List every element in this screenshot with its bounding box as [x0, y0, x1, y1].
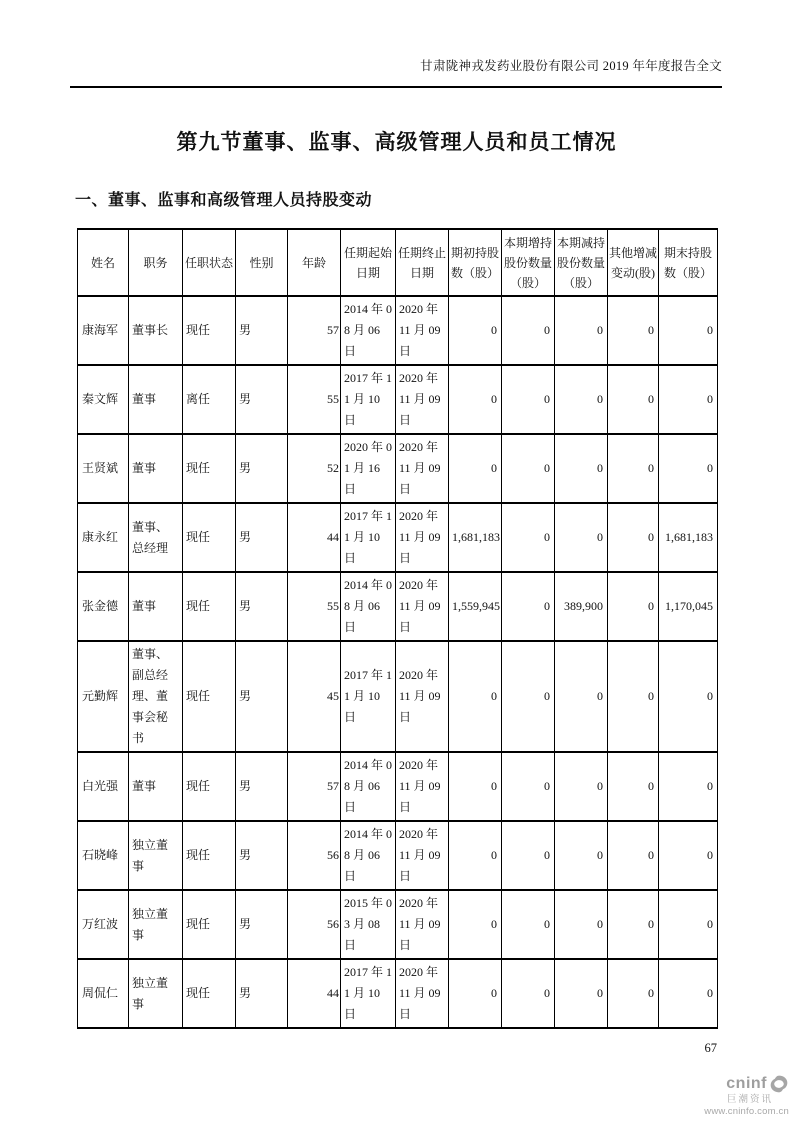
table-cell: 2020 年 11 月 09 日 — [396, 434, 449, 503]
table-cell: 0 — [659, 752, 718, 821]
table-cell: 男 — [236, 752, 288, 821]
table-cell: 2014 年 08 月 06 日 — [341, 296, 396, 365]
table-cell: 0 — [449, 821, 502, 890]
table-cell: 0 — [608, 365, 659, 434]
table-row — [78, 821, 718, 890]
table-cell: 0 — [555, 821, 608, 890]
table-row — [78, 959, 718, 1028]
shareholding-table — [77, 228, 718, 1029]
table-cell: 0 — [449, 296, 502, 365]
table-cell: 0 — [608, 434, 659, 503]
table-cell: 0 — [608, 641, 659, 752]
table-cell: 董事 — [129, 572, 183, 641]
column-header: 任期终止日期 — [396, 229, 449, 296]
table-cell: 0 — [608, 959, 659, 1028]
table-cell: 男 — [236, 572, 288, 641]
header-rule — [70, 86, 722, 88]
table-cell: 0 — [659, 434, 718, 503]
table-cell: 2020 年 11 月 09 日 — [396, 752, 449, 821]
table-cell: 男 — [236, 641, 288, 752]
table-cell: 0 — [608, 296, 659, 365]
table-cell: 1,681,183 — [449, 503, 502, 572]
table-cell: 1,170,045 — [659, 572, 718, 641]
table-cell: 2020 年 11 月 09 日 — [396, 641, 449, 752]
table-cell: 2020 年 11 月 09 日 — [396, 959, 449, 1028]
table-cell: 0 — [555, 365, 608, 434]
table-cell: 2017 年 11 月 10 日 — [341, 641, 396, 752]
table-cell: 2014 年 08 月 06 日 — [341, 752, 396, 821]
column-header: 期初持股数（股） — [449, 229, 502, 296]
table-cell: 2017 年 11 月 10 日 — [341, 365, 396, 434]
table-cell: 0 — [449, 959, 502, 1028]
column-header: 姓名 — [78, 229, 129, 296]
table-row — [78, 434, 718, 503]
page-title: 第九节董事、监事、高级管理人员和员工情况 — [176, 130, 617, 154]
table-cell: 0 — [502, 434, 555, 503]
table-body — [78, 296, 718, 1028]
table-cell: 1,681,183 — [659, 503, 718, 572]
table-cell: 55 — [288, 365, 341, 434]
table-cell: 独立董事 — [129, 821, 183, 890]
table-cell: 0 — [659, 821, 718, 890]
table-cell: 石晓峰 — [78, 821, 129, 890]
table-cell: 0 — [555, 890, 608, 959]
table-cell: 白光强 — [78, 752, 129, 821]
table-row — [78, 890, 718, 959]
table-cell: 0 — [608, 890, 659, 959]
table-cell: 2020 年 11 月 09 日 — [396, 572, 449, 641]
table-cell: 2017 年 11 月 10 日 — [341, 503, 396, 572]
column-header: 期末持股数（股） — [659, 229, 718, 296]
cninfo-url: www.cninfo.com.cn — [704, 1106, 789, 1117]
table-cell: 57 — [288, 296, 341, 365]
table-cell: 男 — [236, 296, 288, 365]
table-cell: 0 — [608, 503, 659, 572]
table-cell: 0 — [659, 959, 718, 1028]
table-cell: 董事 — [129, 365, 183, 434]
table-cell: 0 — [502, 641, 555, 752]
table-cell: 0 — [608, 752, 659, 821]
table-cell: 男 — [236, 821, 288, 890]
cninfo-brand-text: cninf — [726, 1075, 767, 1092]
cninfo-logo — [697, 1074, 789, 1117]
table-cell: 56 — [288, 821, 341, 890]
table-cell: 0 — [502, 572, 555, 641]
table-cell: 2015 年 03 月 08 日 — [341, 890, 396, 959]
table-cell: 0 — [659, 365, 718, 434]
column-header: 本期减持股份数量（股） — [555, 229, 608, 296]
table-row — [78, 572, 718, 641]
table-cell: 男 — [236, 365, 288, 434]
table-cell: 2020 年 01 月 16 日 — [341, 434, 396, 503]
table-cell: 2014 年 08 月 06 日 — [341, 821, 396, 890]
table-cell: 2020 年 11 月 09 日 — [396, 821, 449, 890]
table-cell: 董事 — [129, 434, 183, 503]
table-cell: 男 — [236, 959, 288, 1028]
column-header: 本期增持股份数量（股） — [502, 229, 555, 296]
table-cell: 0 — [449, 434, 502, 503]
table-cell: 0 — [608, 572, 659, 641]
column-header: 其他增减变动(股) — [608, 229, 659, 296]
table-cell: 独立董事 — [129, 959, 183, 1028]
table-cell: 现任 — [183, 890, 236, 959]
table-row — [78, 365, 718, 434]
column-header: 任期起始日期 — [341, 229, 396, 296]
table-row — [78, 752, 718, 821]
table-cell: 2020 年 11 月 09 日 — [396, 890, 449, 959]
table-cell: 现任 — [183, 572, 236, 641]
table-cell: 张金德 — [78, 572, 129, 641]
table-cell: 现任 — [183, 752, 236, 821]
table-cell: 45 — [288, 641, 341, 752]
table-head — [78, 229, 718, 296]
table-cell: 0 — [555, 959, 608, 1028]
table-cell: 现任 — [183, 503, 236, 572]
table-cell: 2020 年 11 月 09 日 — [396, 503, 449, 572]
page-number: 67 — [704, 1041, 717, 1055]
table-cell: 0 — [555, 503, 608, 572]
table-cell: 0 — [502, 890, 555, 959]
table-cell: 康永红 — [78, 503, 129, 572]
table-cell: 现任 — [183, 434, 236, 503]
table-cell: 44 — [288, 503, 341, 572]
table-cell: 现任 — [183, 821, 236, 890]
column-header: 性别 — [236, 229, 288, 296]
table-cell: 2014 年 08 月 06 日 — [341, 572, 396, 641]
table-cell: 0 — [502, 752, 555, 821]
running-header: 甘肃陇神戎发药业股份有限公司 2019 年年度报告全文 — [420, 59, 722, 73]
table-cell: 现任 — [183, 641, 236, 752]
table-cell: 董事 — [129, 752, 183, 821]
table-cell: 男 — [236, 890, 288, 959]
table-cell: 44 — [288, 959, 341, 1028]
table-cell: 0 — [555, 752, 608, 821]
cninfo-subtitle: 巨潮资讯 — [726, 1095, 773, 1105]
table-cell: 55 — [288, 572, 341, 641]
table-cell: 0 — [502, 296, 555, 365]
section-heading: 一、董事、监事和高级管理人员持股变动 — [75, 192, 373, 209]
table-cell: 康海军 — [78, 296, 129, 365]
table-cell: 独立董事 — [129, 890, 183, 959]
table-row — [78, 641, 718, 752]
column-header: 年龄 — [288, 229, 341, 296]
header-row — [78, 229, 718, 296]
table-cell: 0 — [502, 821, 555, 890]
table-cell: 2017 年 11 月 10 日 — [341, 959, 396, 1028]
table-cell: 0 — [555, 296, 608, 365]
table-cell: 离任 — [183, 365, 236, 434]
table-cell: 2020 年 11 月 09 日 — [396, 296, 449, 365]
table-cell: 董事长 — [129, 296, 183, 365]
table-cell: 52 — [288, 434, 341, 503]
table-cell: 0 — [449, 641, 502, 752]
table-cell: 389,900 — [555, 572, 608, 641]
table-cell: 56 — [288, 890, 341, 959]
table-cell: 男 — [236, 434, 288, 503]
table-cell: 0 — [555, 641, 608, 752]
table-cell: 0 — [659, 641, 718, 752]
table-cell: 0 — [659, 890, 718, 959]
table-cell: 董事、总经理 — [129, 503, 183, 572]
table-cell: 周侃仁 — [78, 959, 129, 1028]
table-cell: 0 — [502, 959, 555, 1028]
table-row — [78, 503, 718, 572]
table-cell: 0 — [449, 365, 502, 434]
table-cell: 男 — [236, 503, 288, 572]
table-cell: 0 — [608, 821, 659, 890]
table-cell: 57 — [288, 752, 341, 821]
table-cell: 0 — [502, 365, 555, 434]
table-row — [78, 296, 718, 365]
table-cell: 0 — [502, 503, 555, 572]
table-cell: 2020 年 11 月 09 日 — [396, 365, 449, 434]
table-cell: 王贤斌 — [78, 434, 129, 503]
column-header: 职务 — [129, 229, 183, 296]
table-cell: 0 — [449, 890, 502, 959]
table-cell: 现任 — [183, 296, 236, 365]
table-cell: 0 — [555, 434, 608, 503]
table-cell: 元勤辉 — [78, 641, 129, 752]
table-cell: 1,559,945 — [449, 572, 502, 641]
table-cell: 秦文辉 — [78, 365, 129, 434]
table-cell: 董事、副总经理、董事会秘书 — [129, 641, 183, 752]
table-cell: 0 — [449, 752, 502, 821]
column-header: 任职状态 — [183, 229, 236, 296]
table-cell: 现任 — [183, 959, 236, 1028]
table-cell: 万红波 — [78, 890, 129, 959]
table-cell: 0 — [659, 296, 718, 365]
